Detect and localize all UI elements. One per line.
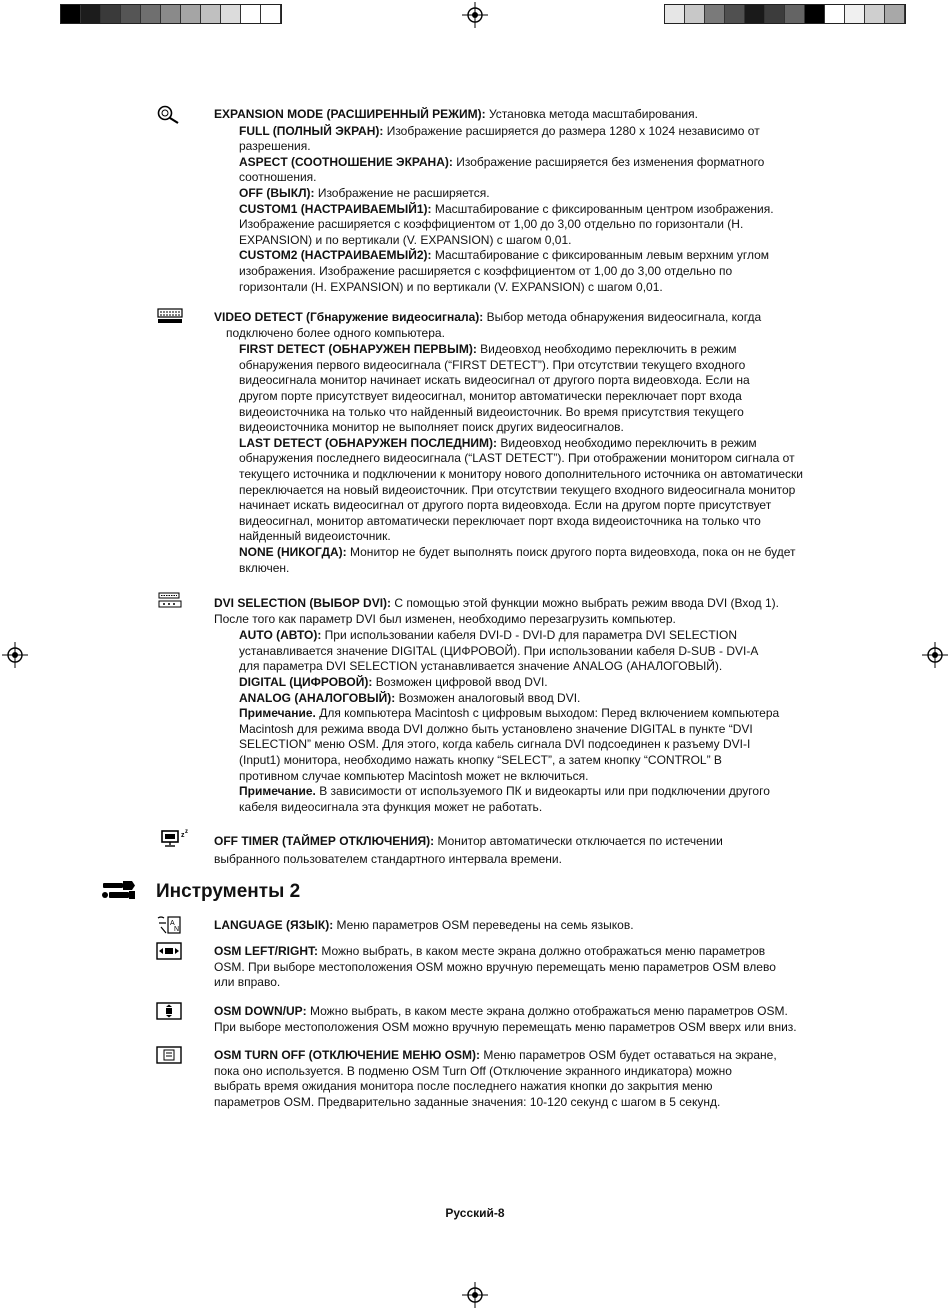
item-text: Выбор метода обнаружения видеосигнала, когда: [483, 310, 762, 324]
item-text: Меню параметров OSM переведены на семь языков.: [333, 918, 634, 932]
item-label: ANALOG (АНАЛОГОВЫЙ):: [239, 690, 396, 705]
color-swatch: [685, 5, 705, 23]
color-swatch: [101, 5, 121, 23]
item-label: ASPECT (СООТНОШЕНИЕ ЭКРАНА):: [239, 154, 453, 169]
item-text: изображения. Изображение расширяется с коэффициентом от 1,00 до 3,00 отдельно по: [239, 263, 733, 278]
item-text: переключается на новый видеоисточник. При отсутствии текущего входного видеосигнала монитор: [239, 482, 796, 497]
entry-heading: [214, 596, 854, 627]
color-swatch: [181, 5, 201, 23]
registration-mark-icon: [922, 642, 948, 668]
item-text: кабеля видеосигнала эта функция может не работать.: [239, 799, 543, 814]
sub-item: [214, 342, 854, 436]
sub-item: [214, 545, 854, 576]
item-text: Видеовход необходимо переключить в режим: [497, 435, 757, 450]
item-text: Можно выбрать, в каком месте экрана должно отображаться меню параметров OSM.: [306, 1004, 788, 1018]
color-swatch: [141, 5, 161, 23]
registration-mark-icon: [462, 2, 488, 28]
color-swatch: [865, 5, 885, 23]
item-text: Изображение расширяется без изменения форматного: [452, 154, 765, 169]
keyboard-icon: [157, 308, 183, 324]
color-swatch: [161, 5, 181, 23]
item-text: При использовании кабеля DVI-D - DVI-D для параметра DVI SELECTION: [321, 628, 737, 643]
item-text: видеоисточника на только что найденный видеоисточник. Во время присутствия текущего: [239, 404, 744, 419]
item-text: соотношения.: [239, 170, 317, 185]
item-text: Установка метода масштабирования.: [485, 107, 698, 121]
item-text: При выборе местоположения OSM можно вручную перемещать меню параметров OSM вверх или вниз.: [214, 1019, 797, 1034]
color-swatch: [805, 5, 825, 23]
color-calibration-strip-right: [664, 4, 906, 24]
color-swatch: [745, 5, 765, 23]
page-number: Русский-8: [445, 1206, 505, 1220]
entry-heading: [214, 1004, 854, 1035]
item-text: видеоисточника монитор не выполняет поиск других видеосигналов.: [239, 420, 624, 435]
color-swatch: [121, 5, 141, 23]
item-text: пока оно используется. В подменю OSM Turn Off (Отключение экранного индикатора) можно: [214, 1063, 732, 1078]
item-label: LAST DETECT (ОБНАРУЖЕН ПОСЛЕДНИМ):: [239, 435, 498, 450]
item-text: Изображение расширяется с коэффициентом от 1,00 до 3,00 отдельно по горизонтали (H.: [239, 217, 744, 232]
color-swatch: [825, 5, 845, 23]
item-text: Монитор не будет выполнять поиск другого порта видеовхода, пока он не будет: [346, 544, 796, 559]
item-text: Монитор автоматически отключается по истечении: [434, 834, 723, 848]
sub-item: [214, 691, 854, 707]
svg-text:N: N: [174, 926, 180, 933]
item-text: параметров OSM. Предварительно заданные значения: 10-120 секунд с шагом в 5 секунд.: [214, 1094, 721, 1109]
svg-text:A: A: [170, 920, 175, 927]
item-label: FULL (ПОЛНЫЙ ЭКРАН):: [239, 123, 384, 138]
sub-item: [214, 675, 854, 691]
item-label: NONE (НИКОГДА):: [239, 544, 347, 559]
color-swatch: [221, 5, 241, 23]
wrench-icon: [101, 880, 137, 902]
item-text: Возможен аналоговый ввод DVI.: [395, 690, 581, 705]
sub-item: [214, 155, 854, 186]
sub-item: [214, 248, 854, 295]
sub-item: [214, 436, 854, 545]
osm-turn-off-entry: [214, 1048, 854, 1110]
item-label: VIDEO DETECT (Гбнаружение видеосигнала):: [214, 310, 484, 324]
item-label: DVI SELECTION (ВЫБОР DVI):: [214, 596, 392, 610]
item-text: Видеовход необходимо переключить в режим: [476, 342, 737, 357]
item-label: OFF TIMER (ТАЙМЕР ОТКЛЮЧЕНИЯ):: [214, 834, 435, 848]
item-text: В зависимости от используемого ПК и видеокарты или при подключении другого: [315, 784, 770, 799]
registration-mark-icon: [462, 1282, 488, 1308]
item-text: найденный видеоисточник.: [239, 529, 391, 544]
svg-text:z: z: [181, 832, 185, 839]
item-text: выбранного пользователем стандартного интервала времени.: [214, 852, 562, 866]
item-text: включен.: [239, 560, 290, 575]
entry-heading: [214, 918, 854, 934]
item-label: DIGITAL (ЦИФРОВОЙ):: [239, 674, 373, 689]
item-text: другом порте присутствует видеосигнал, монитор автоматически переключает порт входа: [239, 388, 742, 403]
osm-turn-off-icon: [156, 1046, 182, 1064]
item-text: С помощью этой функции можно выбрать режим ввода DVI (Вход 1).: [391, 596, 779, 610]
item-text: обнаружения последнего видеосигнала (“LAST DETECT”). При отображении монитором сигнала от: [239, 451, 795, 466]
sub-item: [214, 186, 854, 202]
osm-left-right-icon: [156, 942, 182, 960]
item-text: OSM. При выборе местоположения OSM можно вручную перемещать меню параметров OSM влево: [214, 959, 776, 974]
entry-heading: [214, 832, 854, 868]
item-text: Меню параметров OSM будет оставаться на экране,: [480, 1048, 777, 1062]
item-text: Изображение расширяется до размера 1280 x 1024 независимо от: [383, 123, 760, 138]
color-swatch: [201, 5, 221, 23]
color-swatch: [665, 5, 685, 23]
color-calibration-strip-left: [60, 4, 282, 24]
entry-heading: [214, 310, 854, 341]
item-label: OSM TURN OFF (ОТКЛЮЧЕНИЕ МЕНЮ OSM):: [214, 1048, 481, 1062]
color-swatch: [845, 5, 865, 23]
color-swatch: [785, 5, 805, 23]
color-swatch: [61, 5, 81, 23]
osm-down-up-icon: [156, 1002, 182, 1020]
item-text: Macintosh для режима ввода DVI должно быть установлено значение DIGITAL в пункте “DVI: [239, 721, 753, 736]
language-icon: [156, 915, 182, 935]
sub-item: [214, 706, 854, 784]
item-text: выбрать время ожидания монитора после последнего нажатия кнопки до закрытия меню: [214, 1079, 713, 1094]
dvi-port-icon: [157, 592, 183, 608]
off-timer-entry: [214, 832, 854, 868]
registration-mark-icon: [2, 642, 28, 668]
item-text: противном случае компьютер Macintosh может не включиться.: [239, 768, 589, 783]
item-label: Примечание.: [239, 706, 316, 721]
color-swatch: [261, 5, 281, 23]
color-swatch: [705, 5, 725, 23]
svg-text:z: z: [185, 829, 188, 835]
item-text: SELECTION” меню OSM. Для этого, когда кабель сигнала DVI подсоединен к разъему DVI-I: [239, 737, 751, 752]
entry-heading: [214, 1048, 854, 1110]
item-text: Изображение не расширяется.: [314, 185, 490, 200]
expansion-mode-entry: [214, 107, 854, 295]
video-detect-entry: [214, 310, 854, 576]
item-text: Для компьютера Macintosh с цифровым выходом: Перед включением компьютера: [315, 706, 780, 721]
item-text: разрешения.: [239, 139, 311, 154]
color-swatch: [241, 5, 261, 23]
item-text: Можно выбрать, в каком месте экрана должно отображаться меню параметров: [318, 944, 766, 958]
item-label: LANGUAGE (ЯЗЫК):: [214, 918, 334, 932]
color-swatch: [765, 5, 785, 23]
entry-heading: [214, 107, 854, 123]
language-entry: [214, 918, 854, 934]
osm-left-right-entry: [214, 944, 854, 991]
sub-item: [214, 784, 854, 815]
color-swatch: [885, 5, 905, 23]
item-label: EXPANSION MODE (РАСШИРЕННЫЙ РЕЖИМ):: [214, 107, 486, 121]
item-text: горизонтали (H. EXPANSION) и по вертикали (V. EXPANSION) с шагом 0,01.: [239, 279, 663, 294]
item-text: или вправо.: [214, 975, 281, 990]
item-text: Возможен цифровой ввод DVI.: [372, 674, 548, 689]
section-title: Инструменты 2: [156, 881, 301, 902]
sub-item: [214, 628, 854, 675]
item-text: EXPANSION) и по вертикали (V. EXPANSION) с шагом 0,01.: [239, 232, 572, 247]
item-text: для параметра DVI SELECTION устанавливается значение ANALOG (АНАЛОГОВЫЙ).: [239, 659, 723, 674]
sub-item: [214, 124, 854, 155]
item-text: После того как параметр DVI был изменен, необходимо перезагрузить компьютер.: [214, 611, 676, 626]
item-text: устанавливается значение DIGITAL (ЦИФРОВОЙ). При использовании кабеля D-SUB - DVI-A: [239, 643, 759, 658]
item-text: видеосигнала монитор начинает искать видеосигнал от другого порта видеовхода. Если на: [239, 373, 750, 388]
item-text: Масштабирование с фиксированным центром изображения.: [431, 201, 774, 216]
item-text: начинает искать видеосигнал от другого порта видеовхода. Если на другом порте присутствует: [239, 498, 772, 513]
item-label: OSM LEFT/RIGHT:: [214, 944, 318, 958]
monitor-sleep-icon: [160, 828, 190, 848]
item-label: Примечание.: [239, 784, 316, 799]
item-label: CUSTOM1 (НАСТРАИВАЕМЫЙ1):: [239, 201, 432, 216]
item-label: FIRST DETECT (ОБНАРУЖЕН ПЕРВЫМ):: [239, 342, 477, 357]
item-label: OSM DOWN/UP:: [214, 1004, 307, 1018]
magnifier-icon: [156, 105, 182, 125]
dvi-selection-entry: [214, 596, 854, 815]
sub-item: [214, 202, 854, 249]
color-swatch: [81, 5, 101, 23]
item-text: обнаружения первого видеосигнала (“FIRST DETECT”). При отсутствии текущего входного: [239, 357, 746, 372]
osm-down-up-entry: [214, 1004, 854, 1035]
item-label: CUSTOM2 (НАСТРАИВАЕМЫЙ2):: [239, 248, 432, 263]
item-text: Масштабирование с фиксированным левым верхним углом: [431, 248, 770, 263]
item-text: текущего источника и подключении к монитору нового дополнительного источника он автоматически: [239, 466, 803, 481]
item-text: подключено более одного компьютера.: [226, 325, 445, 340]
item-text: видеосигнал, монитор автоматически переключает порт входа видеоисточника на только что: [239, 513, 761, 528]
item-text: (Input1) монитора, необходимо нажать кнопку “SELECT”, а затем кнопку “CONTROL” В: [239, 752, 722, 767]
item-label: OFF (ВЫКЛ):: [239, 185, 315, 200]
entry-heading: [214, 944, 854, 991]
item-label: AUTO (АВТО):: [239, 628, 322, 643]
color-swatch: [725, 5, 745, 23]
